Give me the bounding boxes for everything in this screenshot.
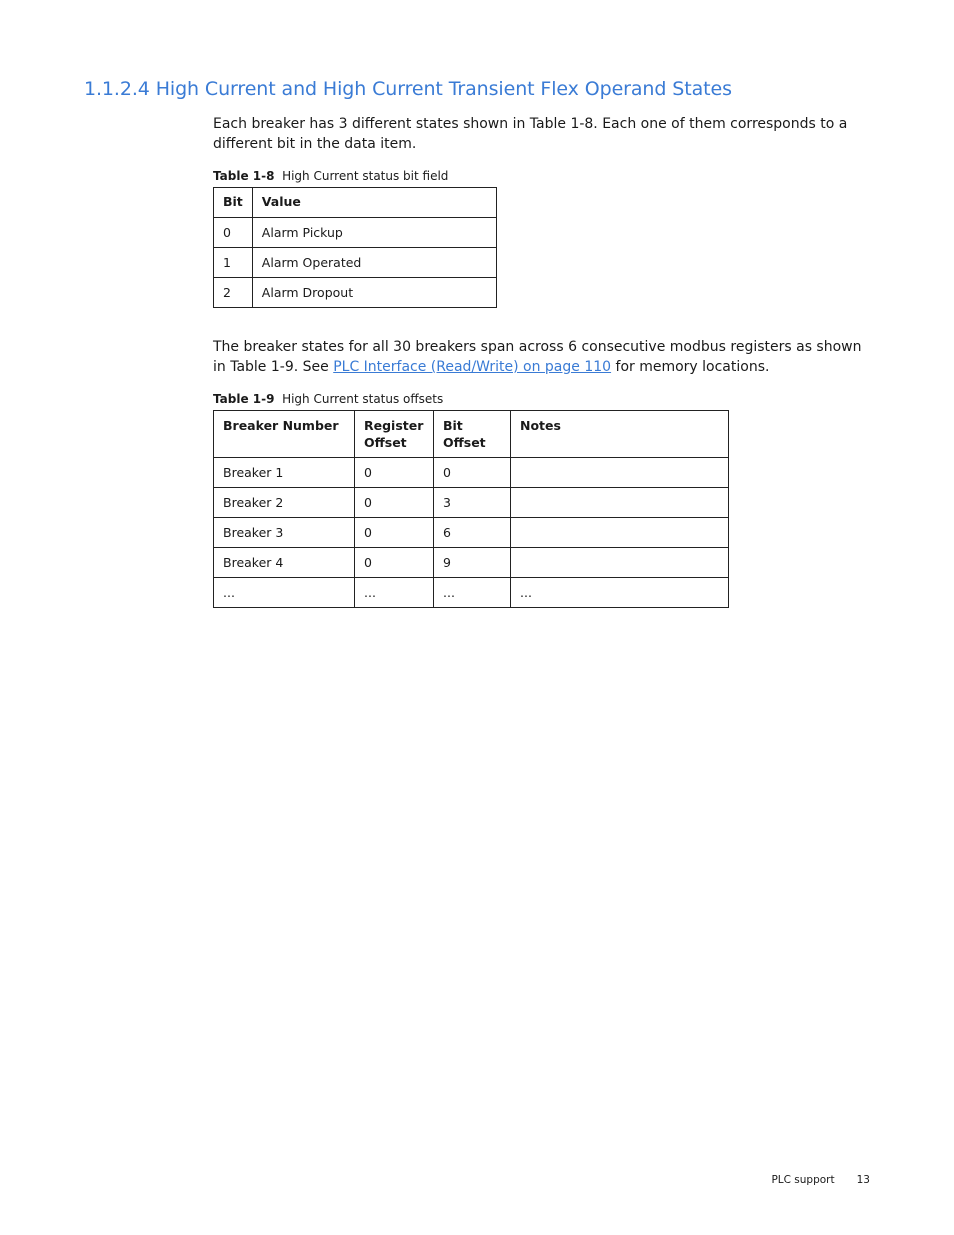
plc-interface-link[interactable]: PLC Interface (Read/Write) on page 110 <box>333 359 612 375</box>
table-row <box>214 278 497 308</box>
cell-bit: 1 <box>214 248 253 278</box>
breaker-states-paragraph <box>213 337 873 377</box>
cell-register-offset: 0 <box>355 518 434 548</box>
table-row <box>214 548 729 578</box>
header-register-offset: Register Offset <box>355 411 434 458</box>
cell-register-offset: ... <box>355 578 434 608</box>
cell-notes <box>511 458 729 488</box>
table-1-9-caption <box>213 392 443 406</box>
caption-text: High Current status offsets <box>282 392 444 406</box>
cell-breaker: Breaker 2 <box>214 488 355 518</box>
header-breaker-number: Breaker Number <box>214 411 355 458</box>
paragraph-text-end: for memory locations. <box>611 359 770 375</box>
section-heading: 1.1.2.4 High Current and High Current Transient Flex Operand States <box>84 78 732 100</box>
cell-breaker: Breaker 4 <box>214 548 355 578</box>
header-notes: Notes <box>511 411 729 458</box>
table-row <box>214 218 497 248</box>
cell-breaker: Breaker 1 <box>214 458 355 488</box>
cell-value: Alarm Operated <box>252 248 496 278</box>
cell-bit-offset: 0 <box>434 458 511 488</box>
cell-value: Alarm Pickup <box>252 218 496 248</box>
caption-label: Table 1-9 <box>213 392 275 406</box>
cell-notes <box>511 518 729 548</box>
cell-breaker: ... <box>214 578 355 608</box>
table-header-row <box>214 411 729 458</box>
page-number: 13 <box>856 1174 870 1186</box>
table-1-9 <box>213 410 729 608</box>
table-row <box>214 518 729 548</box>
cell-notes <box>511 488 729 518</box>
cell-bit-offset: 6 <box>434 518 511 548</box>
page-footer <box>749 1174 870 1186</box>
table-row <box>214 578 729 608</box>
cell-value: Alarm Dropout <box>252 278 496 308</box>
cell-register-offset: 0 <box>355 548 434 578</box>
cell-bit-offset: 3 <box>434 488 511 518</box>
footer-section: PLC support <box>771 1174 835 1186</box>
caption-text: High Current status bit field <box>282 169 449 183</box>
table-row <box>214 248 497 278</box>
table-row <box>214 488 729 518</box>
cell-notes <box>511 548 729 578</box>
table-1-8 <box>213 187 497 308</box>
table-header-row <box>214 188 497 218</box>
cell-bit: 2 <box>214 278 253 308</box>
cell-breaker: Breaker 3 <box>214 518 355 548</box>
intro-paragraph: Each breaker has 3 different states shown in Table 1-8. Each one of them corresponds to a different bit in the data item. <box>213 116 848 152</box>
cell-bit-offset: ... <box>434 578 511 608</box>
header-value: Value <box>252 188 496 218</box>
table-row <box>214 458 729 488</box>
cell-register-offset: 0 <box>355 488 434 518</box>
header-bit-offset: Bit Offset <box>434 411 511 458</box>
paragraph-text: The breaker states for all 30 breakers span across 6 consecutive modbus registers as shown in Table 1-9. See <box>213 339 862 375</box>
table-1-8-caption <box>213 169 448 183</box>
cell-register-offset: 0 <box>355 458 434 488</box>
caption-label: Table 1-8 <box>213 169 275 183</box>
cell-bit: 0 <box>214 218 253 248</box>
cell-notes: ... <box>511 578 729 608</box>
cell-bit-offset: 9 <box>434 548 511 578</box>
header-bit: Bit <box>214 188 253 218</box>
